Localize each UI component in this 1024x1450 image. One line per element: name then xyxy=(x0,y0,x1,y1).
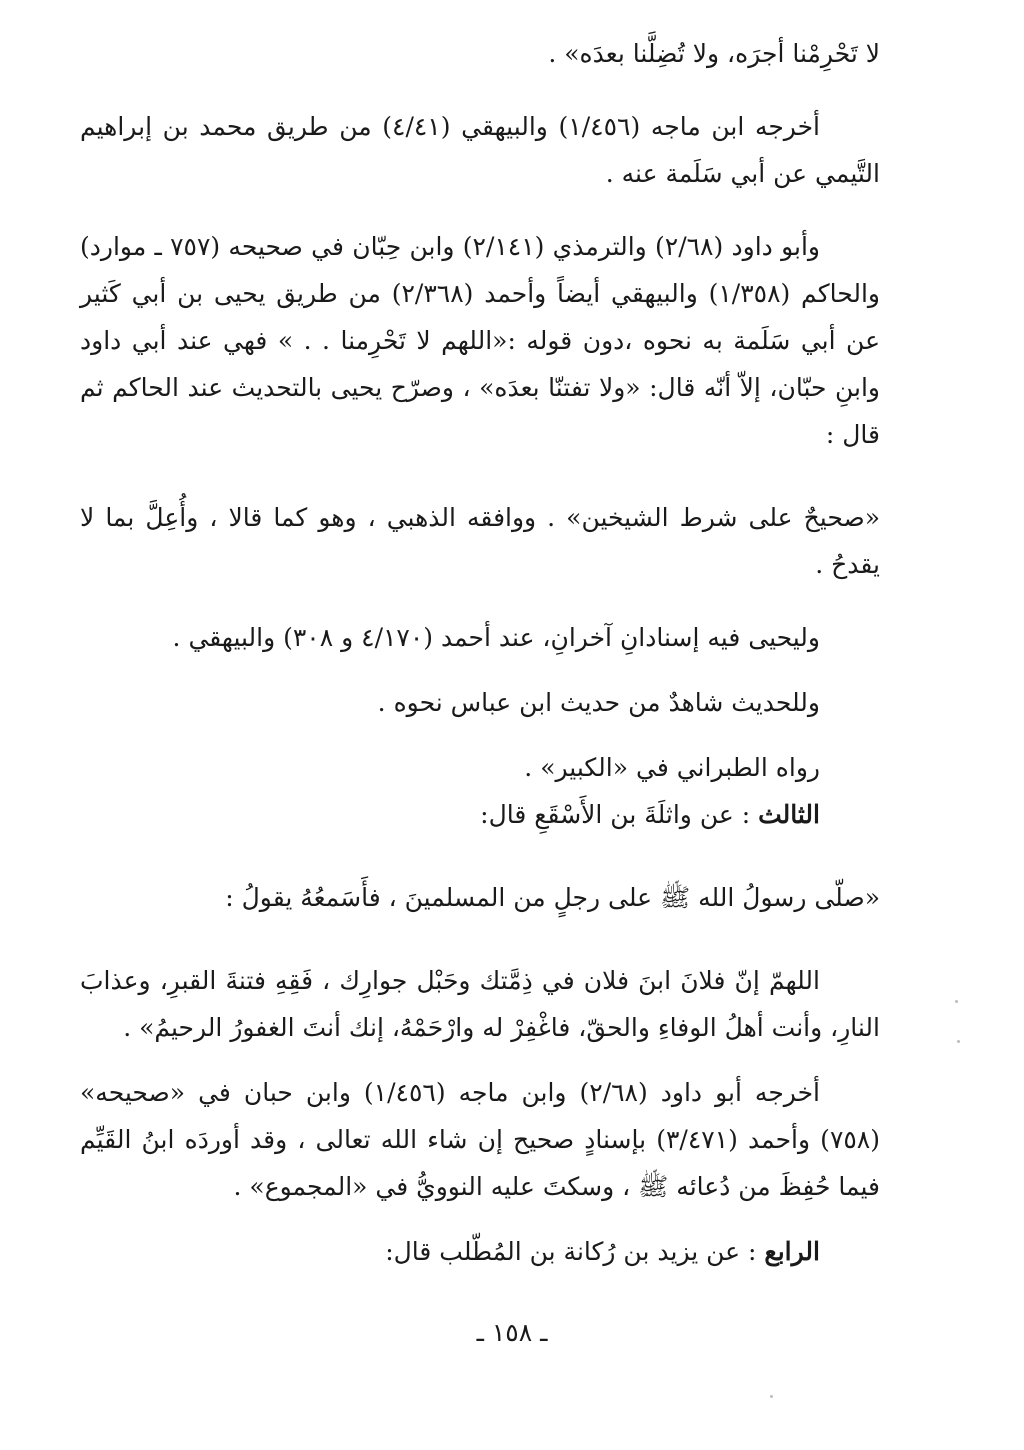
document-page xyxy=(80,30,880,1330)
paragraph-takhrij-ibn-majah: أخرجه ابن ماجه (١/٤٥٦) والبيهقي (٤/٤١) من طريق محمد بن إبراهيم التَّيمي عن أبي سَلَمة عنه . xyxy=(80,112,880,188)
paragraph-other-isnads: وليحيى فيه إسنادانِ آخرانِ، عند أحمد (٤/١٧٠ و ٣٠٨) والبيهقي . xyxy=(172,623,820,652)
third-text: : عن واثلَةَ بن الأَسْقَعِ قال: xyxy=(480,800,759,829)
paragraph-fourth-heading xyxy=(80,1228,880,1275)
scan-speck xyxy=(957,1040,960,1043)
paragraph-hadith-intro: «صلّى رسولُ الله ﷺ على رجلٍ من المسلمينَ ، فأَسَمعُهُ يقولُ : xyxy=(225,883,880,912)
scan-speck xyxy=(770,1395,773,1398)
paragraph-takhrij-wathila: أخرجه أبو داود (٢/٦٨) وابن ماجه (١/٤٥٦) وابن حبان في «صحيحه» (٧٥٨) وأحمد (٣/٤٧١) بإسنادٍ صحيح إن شاء الله تعالى ، وقد أوردَه ابنُ القَيِّم فيما حُفِظَ من دُعائه ﷺ ، وسكتَ عليه النوويُّ في «المجموع» . xyxy=(80,1078,881,1201)
fourth-text: : عن يزيد بن رُكانة بن المُطّلب قال: xyxy=(385,1237,765,1266)
page-number: ـ ١٥٨ ـ xyxy=(476,1318,548,1347)
paragraph-third-heading xyxy=(80,791,880,838)
third-label: الثالث xyxy=(758,800,820,829)
paragraph-tabarani: رواه الطبراني في «الكبير» . xyxy=(524,753,820,782)
paragraph-takhrij-abu-dawud: وأبو داود (٢/٦٨) والترمذي (٢/١٤١) وابن حِبّان في صحيحه (٧٥٧ ـ موارد) والحاكم (١/٣٥٨) والبيهقي أيضاً وأحمد (٢/٣٦٨) من طريق يحيى بن أبي كَثير عن أبي سَلَمة به نحوه ،دون قوله :«اللهم لا تَحْرِمنا . . » فهي عند أبي داود وابنِ حبّان، إلاّ أنّه قال: «ولا تفتنّا بعدَه» ، وصرّح يحيى بالتحديث عند الحاكم ثم قال : xyxy=(80,232,880,449)
scan-speck xyxy=(955,1000,958,1003)
paragraph-sahih-shaykhayn: «صحيحٌ على شرط الشيخين» . ووافقه الذهبي ، وهو كما قالا ، وأُعِلَّ بما لا يقدحُ . xyxy=(80,503,880,579)
fourth-label: الرابع xyxy=(764,1237,820,1266)
paragraph-continuation: لا تَحْرِمْنا أجرَه، ولا تُضِلَّنا بعدَه» . xyxy=(548,39,880,68)
paragraph-shahid: وللحديث شاهدٌ من حديث ابن عباس نحوه . xyxy=(377,688,820,717)
paragraph-dua: اللهمّ إنّ فلانَ ابنَ فلان في ذِمَّتك وحَبْل جوارِك ، فَقِهِ فتنةَ القبرِ، وعذابَ النارِ، وأنت أهلُ الوفاءِ والحقّ، فاغْفِرْ له وارْحَمْهُ، إنك أنتَ الغفورُ الرحيمُ» . xyxy=(80,966,880,1042)
